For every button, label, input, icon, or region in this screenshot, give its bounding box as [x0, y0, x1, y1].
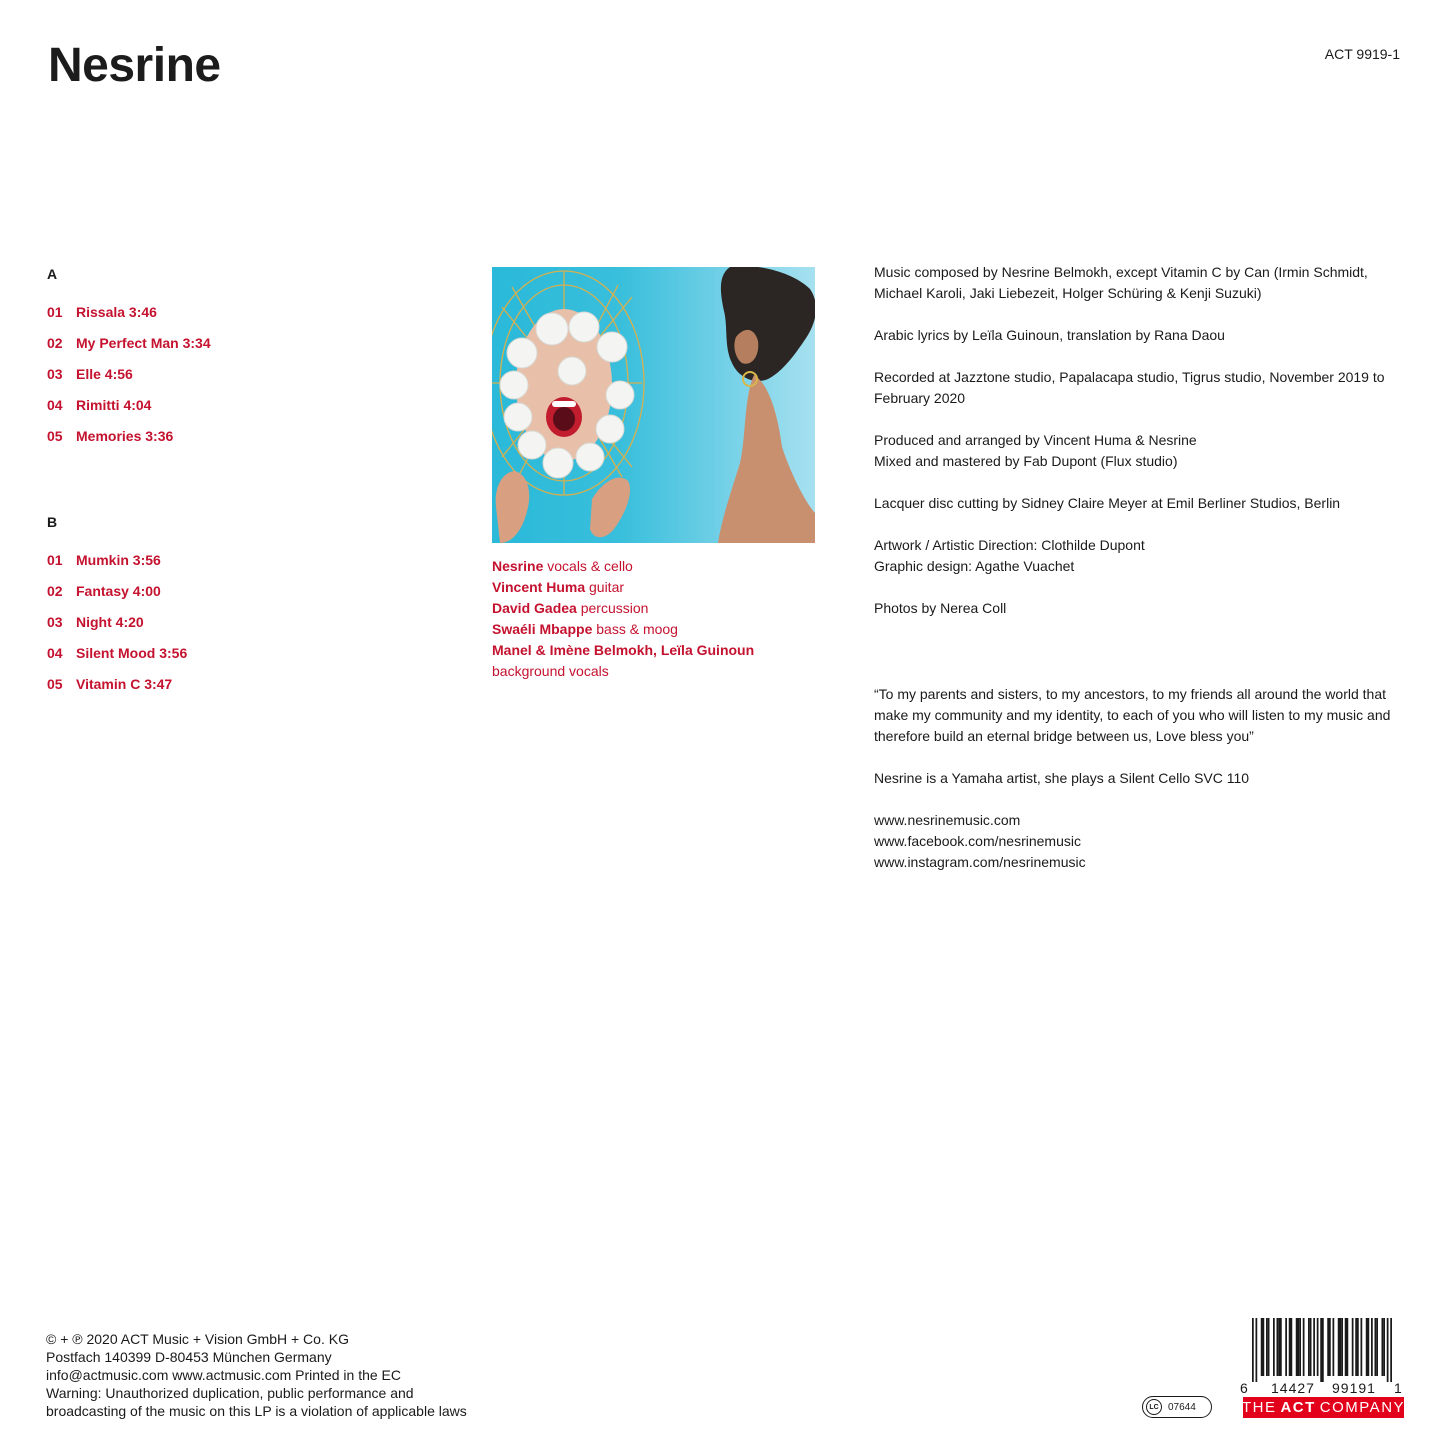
track-title: My Perfect Man 3:34	[76, 335, 211, 351]
musician-role: background vocals	[492, 663, 609, 679]
track-title: Silent Mood 3:56	[76, 645, 188, 661]
barcode-last-digit: 1	[1394, 1380, 1402, 1396]
logo-act: ACT	[1280, 1399, 1316, 1416]
barcode-bar	[1355, 1318, 1357, 1376]
logo-the: THE	[1241, 1399, 1277, 1416]
track-title: Vitamin C 3:47	[76, 676, 173, 692]
track-item	[47, 304, 347, 335]
facebook-link[interactable]: www.facebook.com/nesrinemusic	[874, 833, 1081, 849]
website-link[interactable]: www.nesrinemusic.com	[874, 812, 1021, 828]
barcode-bar	[1320, 1318, 1322, 1382]
barcode-bar	[1390, 1318, 1392, 1382]
barcode-bar	[1266, 1318, 1268, 1376]
musician-role: percussion	[576, 600, 649, 616]
barcode-bar	[1308, 1318, 1310, 1376]
credit-line	[492, 577, 832, 598]
musician-name: Nesrine	[492, 558, 544, 574]
track-item	[47, 583, 347, 614]
barcode-bar	[1298, 1318, 1300, 1376]
cover-photo-illustration	[492, 267, 815, 543]
artist-note: Nesrine is a Yamaha artist, she plays a Silent Cello SVC 110	[874, 770, 1250, 786]
act-company-logo	[1243, 1397, 1404, 1418]
note-art-direction: Artwork / Artistic Direction: Clothilde Dupont	[874, 537, 1145, 553]
track-title: Night 4:20	[76, 614, 144, 630]
credit-line	[492, 556, 832, 577]
barcode-group-right: 99191	[1332, 1380, 1376, 1396]
album-title: Nesrine	[48, 39, 221, 92]
track-number: 02	[47, 335, 63, 351]
note-recording: Recorded at Jazztone studio, Papalacapa studio, Tigrus studio, November 2019 to February 2020	[874, 369, 1385, 406]
note-mixing: Mixed and mastered by Fab Dupont (Flux studio)	[874, 453, 1178, 469]
track-item	[47, 645, 347, 676]
address-line: Postfach 140399 D-80453 München Germany	[46, 1349, 332, 1365]
barcode-bar	[1277, 1318, 1279, 1376]
barcode-bar	[1273, 1318, 1275, 1376]
track-title: Fantasy 4:00	[76, 583, 161, 599]
barcode-bar	[1366, 1318, 1368, 1376]
track-title: Mumkin 3:56	[76, 552, 161, 568]
musician-role: guitar	[585, 579, 625, 595]
track-item	[47, 366, 347, 397]
legal-footer	[46, 1330, 566, 1420]
barcode-bar	[1261, 1318, 1263, 1376]
note-lacquer: Lacquer disc cutting by Sidney Claire Meyer at Emil Berliner Studios, Berlin	[874, 495, 1341, 511]
barcode-bar	[1368, 1318, 1370, 1376]
label-code-badge	[1142, 1396, 1212, 1418]
barcode-bar	[1313, 1318, 1315, 1376]
barcode-bar	[1280, 1318, 1282, 1376]
note-graphic-design: Graphic design: Agathe Vuachet	[874, 558, 1075, 574]
barcode-bar	[1338, 1318, 1340, 1376]
barcode-bar	[1303, 1318, 1305, 1376]
dedication-quote: “To my parents and sisters, to my ancestors, to my friends all around the world that make my community and my identity, to each of you who will listen to my music and therefore build an eternal bridge between us, Love bless you”	[874, 686, 1391, 744]
barcode-bar	[1376, 1318, 1378, 1376]
barcode-bar	[1329, 1318, 1331, 1376]
note-production	[874, 430, 1404, 472]
track-number: 04	[47, 645, 63, 661]
note-lyrics: Arabic lyrics by Leïla Guinoun, translation by Rana Daou	[874, 327, 1225, 343]
barcode-bar	[1317, 1318, 1319, 1376]
instagram-link[interactable]: www.instagram.com/nesrinemusic	[874, 854, 1086, 870]
musician-name: Swaéli Mbappe	[492, 621, 593, 637]
musician-name: Vincent Huma	[492, 579, 586, 595]
barcode-bar	[1345, 1318, 1347, 1376]
credit-line	[492, 619, 832, 640]
track-title: Memories 3:36	[76, 428, 174, 444]
track-number: 01	[47, 304, 63, 320]
cover-photo	[492, 267, 815, 543]
track-item	[47, 614, 347, 645]
track-item	[47, 397, 347, 428]
musician-name: Manel & Imène Belmokh, Leïla Guinoun	[492, 642, 755, 658]
barcode-bar	[1291, 1318, 1293, 1376]
track-item	[47, 335, 347, 366]
logo-company: COMPANY	[1319, 1399, 1406, 1416]
musician-credits	[492, 556, 832, 682]
track-number: 03	[47, 614, 63, 630]
label-code-number: 07644	[1168, 1401, 1196, 1413]
note-artwork	[874, 535, 1404, 577]
barcode-bar	[1387, 1318, 1389, 1382]
warning-line: Warning: Unauthorized duplication, public performance and	[46, 1385, 414, 1401]
note-composition: Music composed by Nesrine Belmokh, except Vitamin C by Can (Irmin Schmidt, Michael Karoli, Jaki Liebezeit, Holger Schüring & Kenji Suzuki)	[874, 264, 1368, 301]
barcode-bar	[1322, 1318, 1324, 1382]
barcode-bar	[1299, 1318, 1301, 1376]
track-number: 03	[47, 366, 63, 382]
side-b-tracklist	[47, 514, 347, 707]
barcode-bar	[1268, 1318, 1270, 1376]
barcode-bar	[1256, 1318, 1258, 1382]
side-b-label: B	[47, 514, 58, 530]
side-a-tracklist	[47, 266, 347, 459]
barcode-bar	[1263, 1318, 1265, 1376]
track-number: 05	[47, 676, 63, 692]
barcode-bar	[1333, 1318, 1335, 1376]
barcode-bar	[1341, 1318, 1343, 1376]
credit-line	[492, 598, 832, 619]
liner-notes	[874, 262, 1404, 640]
track-title: Elle 4:56	[76, 366, 133, 382]
track-number: 02	[47, 583, 63, 599]
barcode-group-left: 14427	[1271, 1380, 1315, 1396]
barcode-bar	[1347, 1318, 1349, 1376]
barcode-bar	[1375, 1318, 1377, 1376]
barcode-bar	[1285, 1318, 1287, 1376]
barcode-first-digit: 6	[1240, 1380, 1248, 1396]
barcode-bar	[1310, 1318, 1312, 1376]
barcode-bar	[1382, 1318, 1384, 1376]
label-code-icon: LC	[1146, 1399, 1162, 1415]
track-item	[47, 552, 347, 583]
side-a-label: A	[47, 266, 58, 282]
note-photos: Photos by Nerea Coll	[874, 600, 1007, 616]
musician-name: David Gadea	[492, 600, 577, 616]
barcode-bar	[1383, 1318, 1385, 1376]
barcode-bar	[1278, 1318, 1280, 1376]
track-title: Rissala 3:46	[76, 304, 157, 320]
barcode-bar	[1296, 1318, 1298, 1376]
catalog-number: ACT 9919-1	[1324, 46, 1400, 62]
track-item	[47, 428, 347, 459]
barcode-bar	[1340, 1318, 1342, 1376]
track-number: 05	[47, 428, 63, 444]
credit-line	[492, 640, 832, 661]
track-item	[47, 676, 347, 707]
track-title: Rimitti 4:04	[76, 397, 152, 413]
barcode-bar	[1361, 1318, 1363, 1376]
contact-line: info@actmusic.com www.actmusic.com Printed in the EC	[46, 1367, 401, 1383]
warning-line: broadcasting of the music on this LP is a violation of applicable laws	[46, 1403, 467, 1419]
dedication-block	[874, 684, 1404, 873]
track-number: 01	[47, 552, 63, 568]
barcode-bar	[1252, 1318, 1254, 1382]
barcode-bar	[1327, 1318, 1329, 1376]
barcode-bar	[1371, 1318, 1373, 1376]
note-producer: Produced and arranged by Vincent Huma & Nesrine	[874, 432, 1197, 448]
musician-role: vocals & cello	[543, 558, 633, 574]
barcode-bar	[1352, 1318, 1354, 1376]
track-number: 04	[47, 397, 63, 413]
copyright-line: © + ℗ 2020 ACT Music + Vision GmbH + Co. KG	[46, 1331, 349, 1347]
barcode-bar	[1357, 1318, 1359, 1376]
barcode-bar	[1289, 1318, 1291, 1376]
musician-role: bass & moog	[592, 621, 678, 637]
